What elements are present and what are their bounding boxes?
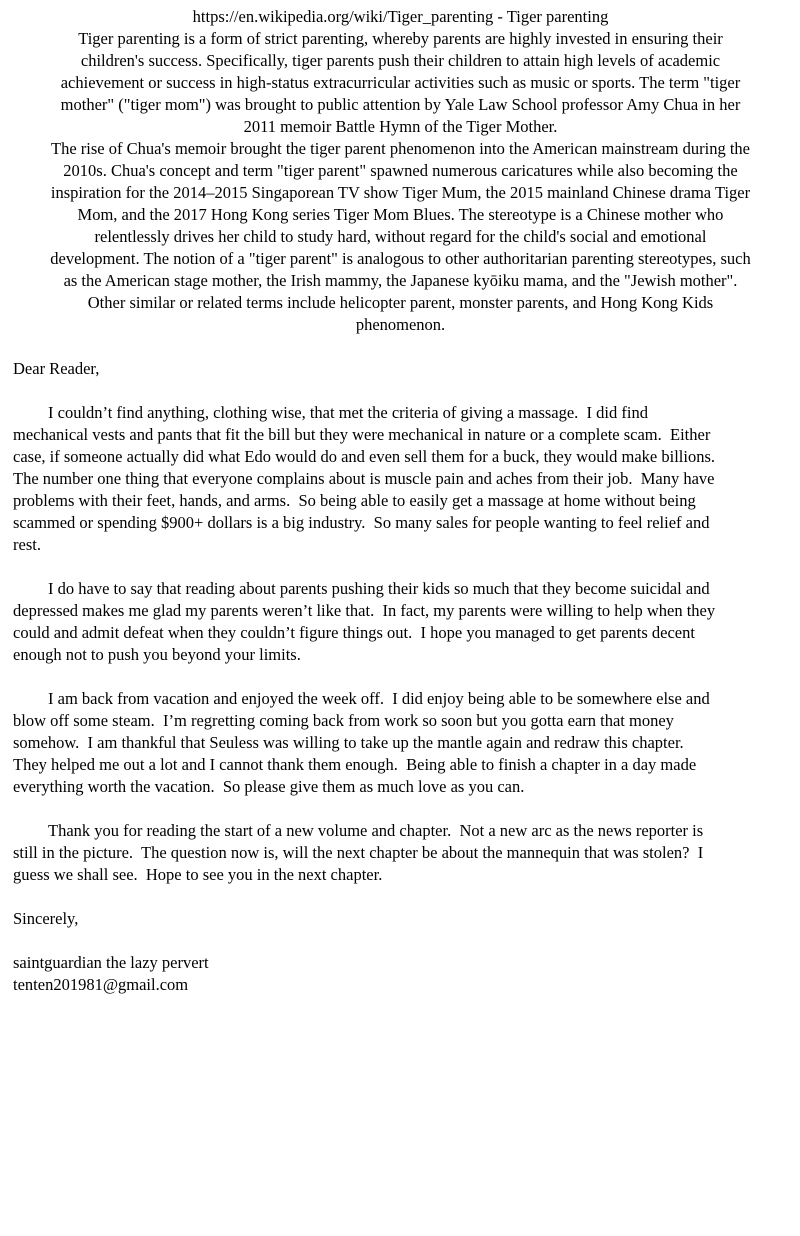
wiki-excerpt-line: phenomenon. xyxy=(355,315,446,334)
wiki-excerpt xyxy=(13,6,788,336)
letter-line: I couldn’t find anything, clothing wise, that met the criteria of giving a massage. I did find xyxy=(48,403,648,422)
letter-line: somehow. I am thankful that Seuless was willing to take up the mantle again and redraw this chapter. xyxy=(13,733,684,752)
letter-paragraphs xyxy=(13,402,788,886)
letter-line: rest. xyxy=(13,535,41,554)
wiki-excerpt-line: children's success. Specifically, tiger parents push their children to attain high levels of academic xyxy=(80,51,721,70)
wiki-excerpt-line: Other similar or related terms include helicopter parent, monster parents, and Hong Kong Kids xyxy=(87,293,714,312)
wiki-excerpt-line: achievement or success in high-status extracurricular activities such as music or sports. The term "tiger xyxy=(60,73,741,92)
letter-line: blow off some steam. I’m regretting coming back from work so soon but you gotta earn that money xyxy=(13,711,674,730)
wiki-excerpt-line: relentlessly drives her child to study hard, without regard for the child's social and emotional xyxy=(94,227,707,246)
letter-line: They helped me out a lot and I cannot thank them enough. Being able to finish a chapter in a day made xyxy=(13,755,697,774)
letter-paragraph xyxy=(13,688,788,798)
wiki-excerpt-lines xyxy=(13,28,788,336)
letter-line: still in the picture. The question now is, will the next chapter be about the mannequin that was stolen? I xyxy=(13,843,704,862)
wiki-excerpt-line: development. The notion of a "tiger parent" is analogous to other authoritarian parenting stereotypes, such xyxy=(50,249,751,268)
letter-body xyxy=(13,358,788,996)
source-url: https://en.wikipedia.org/wiki/Tiger_parenting - Tiger parenting xyxy=(192,7,609,26)
wiki-excerpt-line: 2010s. Chua's concept and term "tiger parent" spawned numerous caricatures while also becoming the xyxy=(63,161,738,180)
letter-paragraph xyxy=(13,578,788,666)
letter-line: depressed makes me glad my parents weren’t like that. In fact, my parents were willing to help when they xyxy=(13,601,716,620)
letter-line: guess we shall see. Hope to see you in the next chapter. xyxy=(13,865,383,884)
wiki-excerpt-line: Tiger parenting is a form of strict parenting, whereby parents are highly invested in ensuring their xyxy=(78,29,723,48)
salutation: Dear Reader, xyxy=(13,359,100,378)
signature-name: saintguardian the lazy pervert xyxy=(13,953,209,972)
wiki-excerpt-line: mother" ("tiger mom") was brought to public attention by Yale Law School professor Amy Chua in her xyxy=(60,95,741,114)
signature-email: tenten201981@gmail.com xyxy=(13,975,189,994)
letter-line: scammed or spending $900+ dollars is a big industry. So many sales for people wanting to feel relief and xyxy=(13,513,710,532)
wiki-excerpt-line: Mom, and the 2017 Hong Kong series Tiger Mom Blues. The stereotype is a Chinese mother who xyxy=(77,205,724,224)
letter-line: problems with their feet, hands, and arms. So being able to easily get a massage at home without being xyxy=(13,491,696,510)
wiki-excerpt-line: as the American stage mother, the Irish mammy, the Japanese kyōiku mama, and the "Jewish mother". xyxy=(63,271,738,290)
wiki-excerpt-line: 2011 memoir Battle Hymn of the Tiger Mother. xyxy=(243,117,558,136)
letter-line: could and admit defeat when they couldn’t figure things out. I hope you managed to get parents decent xyxy=(13,623,695,642)
wiki-excerpt-line: inspiration for the 2014–2015 Singaporean TV show Tiger Mum, the 2015 mainland Chinese drama Tiger xyxy=(50,183,751,202)
letter-line: enough not to push you beyond your limits. xyxy=(13,645,301,664)
letter-line: The number one thing that everyone complains about is muscle pain and aches from their job. Many have xyxy=(13,469,715,488)
letter-line: I am back from vacation and enjoyed the week off. I did enjoy being able to be somewhere else and xyxy=(48,689,710,708)
letter-line: Thank you for reading the start of a new volume and chapter. Not a new arc as the news reporter is xyxy=(48,821,704,840)
letter-line: I do have to say that reading about parents pushing their kids so much that they become suicidal and xyxy=(48,579,710,598)
wiki-excerpt-line: The rise of Chua's memoir brought the tiger parent phenomenon into the American mainstream during the xyxy=(51,139,750,158)
letter-line: case, if someone actually did what Edo would do and even sell them for a buck, they would make billions. xyxy=(13,447,715,466)
letter-paragraph xyxy=(13,402,788,556)
letter-line: mechanical vests and pants that fit the bill but they were mechanical in nature or a complete scam. Either xyxy=(13,425,711,444)
letter-line: everything worth the vacation. So please give them as much love as you can. xyxy=(13,777,525,796)
closing: Sincerely, xyxy=(13,909,79,928)
letter-paragraph xyxy=(13,820,788,886)
signature-block xyxy=(13,952,788,996)
